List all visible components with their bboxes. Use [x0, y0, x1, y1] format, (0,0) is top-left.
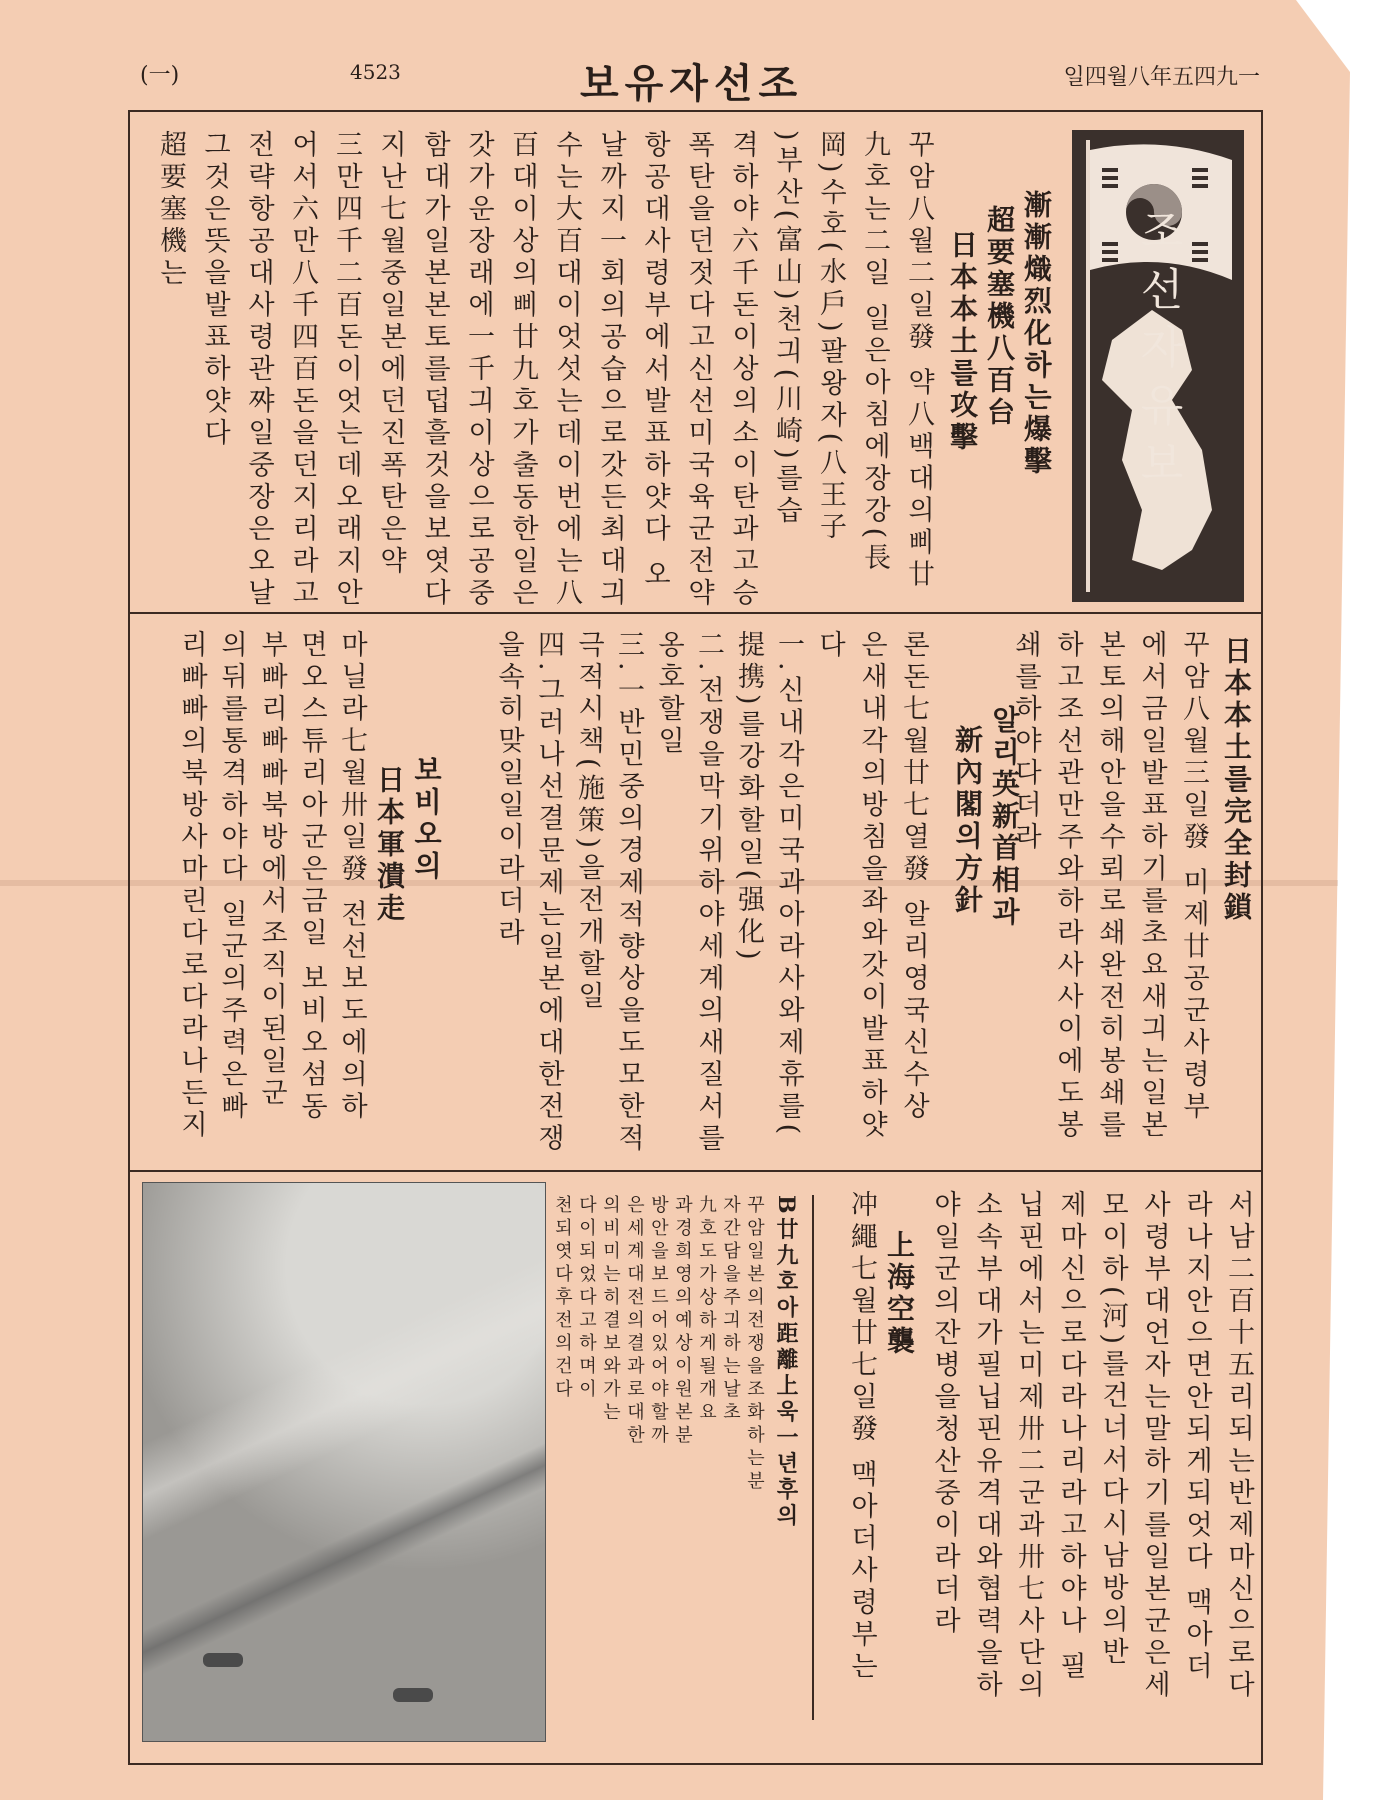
top-subhead: 超要塞機八百台 — [983, 205, 1016, 429]
text-column: 갓가운장래에一千긔이상으로공중 — [463, 130, 494, 610]
airplane-icon — [203, 1653, 243, 1667]
text-column: 의비미는히결보와가는 — [600, 1195, 621, 1425]
text-column: 격하야六千돈이상의소이탄과고승 — [727, 130, 758, 610]
text-column: 과경희영의예상이원본분 — [672, 1195, 693, 1448]
text-column: 쇄를하야다더라 — [1010, 630, 1041, 854]
text-column: 다이되었다고하며이 — [576, 1195, 597, 1402]
text-column: 三.一반민중의경제적향상을도모한적 — [613, 630, 644, 1156]
top-headline: 漸漸熾烈化하는爆擊 — [1020, 190, 1053, 478]
text-column: 마닐라七월卅일發 전선보도에의하 — [336, 630, 367, 1124]
text-column: 꾸암八월二일發 약八백대의삐廿 — [903, 130, 934, 592]
text-column: 岡)수호(水戶)팔왕자(八王子 — [815, 130, 846, 545]
text-column: 百대이상의삐廿九호가출동한일은 — [507, 130, 538, 610]
text-column: 부빠리빠빠북방에서조직이된일군 — [256, 630, 287, 1110]
text-column: 론돈七월廿七열發 알리영국신수상 — [898, 630, 929, 1124]
text-column: 극적시책(施策)을전개할일 — [573, 630, 604, 1014]
text-column: 사령부대언자는말하기를일본군은세 — [1139, 1190, 1170, 1702]
text-column: 야일군의잔병을청산중이라더라 — [929, 1190, 960, 1638]
text-column: 함대가일본본토를덥흘것을보엿다 — [419, 130, 450, 610]
text-column: 提携)를강화할일(强化) — [733, 630, 764, 965]
mid-left-subhead-a: 보비오의 — [410, 755, 443, 883]
text-column: 서남二百十五리되는반제마신으로다 — [1223, 1190, 1254, 1702]
text-column: 은세계대전의결과로대한 — [624, 1195, 645, 1448]
text-column: 은새내각의방침을좌와갓이발표하얏 — [856, 630, 887, 1142]
airplane-icon — [393, 1688, 433, 1702]
text-column: 어서六만八千四百돈을던지리라고 — [287, 130, 318, 610]
caption-headline: B廿九호아距離上욱一년후의 — [773, 1195, 799, 1530]
text-column: 자간담을주긔하는날초 — [720, 1195, 741, 1425]
text-column: 그것은뜻을발표하얏다 — [199, 130, 230, 450]
text-column: 九호도가상하게될개요 — [696, 1195, 717, 1425]
newspaper-title: 보유자선조 — [580, 60, 804, 107]
text-column: 옹호할일 — [653, 630, 684, 758]
text-column: 본토의해안을수뢰로쇄완전히봉쇄를 — [1094, 630, 1125, 1142]
text-column: 一.신내각은미국과아라사와제휴를( — [773, 630, 804, 1140]
mid-right-headline: 日本本土를完全封鎖 — [1220, 636, 1253, 924]
text-column: 모이하(河)를건너서다시남방의반 — [1097, 1190, 1128, 1670]
mid-right-subhead-a: 알리英新首相과 — [988, 705, 1021, 929]
text-column: 폭탄을던젓다고신선미국육군전약 — [683, 130, 714, 610]
text-column: 에서금일발표하기를초요새긔는일본 — [1136, 630, 1167, 1142]
text-column: 의뒤를통격하야다 일군의주력은빠 — [216, 630, 247, 1124]
text-column: 날까지一회의공습으로갓든최대긔 — [595, 130, 626, 610]
text-column: 소속부대가필닙핀유격대와협력을하 — [971, 1190, 1002, 1702]
aerial-airfield-photo — [142, 1182, 546, 1742]
text-column: 을속히맞일일이라더라 — [493, 630, 524, 950]
text-column: )부산(富山)천긔(川崎)를습 — [771, 130, 802, 528]
text-column: 冲繩七월廿七일發 맥아더사령부는 — [846, 1190, 877, 1684]
text-column: 전략항공대사령관쨔일중장은오날 — [243, 130, 274, 610]
page-number: (一) — [140, 63, 180, 88]
mid-right-subhead-b: 新內閣의方針 — [951, 725, 984, 917]
text-column: 四.그러나선결문제는일본에대한전쟁 — [533, 630, 564, 1156]
text-column: 꾸암八월三일發 미제廿공군사령부 — [1178, 630, 1209, 1124]
text-column: 제마신으로다라나리라고하야나 필 — [1055, 1190, 1086, 1684]
text-column: 항공대사령부에서발표하얏다 오 — [639, 130, 670, 592]
text-column: 지난七월중일본에던진폭탄은약 — [375, 130, 406, 578]
caption-divider — [812, 1195, 814, 1720]
publication-date: 일四월八年五四九一 — [1063, 65, 1260, 90]
text-column: 천되엿다후전의건다 — [552, 1195, 573, 1402]
text-column: 리빠빠의북방사마린다로다라나든지 — [176, 630, 207, 1142]
text-column: 하고조선관만주와하라사사이에도봉 — [1052, 630, 1083, 1142]
section-divider-top — [128, 612, 1263, 614]
logo-text: 조선자유보 — [1132, 208, 1183, 498]
issue-number: 4523 — [350, 60, 401, 84]
top-subhead2: 日本本土를攻擊 — [946, 230, 979, 454]
text-column: 면오스튜리아군은금일 보비오섬동 — [296, 630, 327, 1124]
text-column: 二.전쟁을막기위하야세계의새질서를 — [693, 630, 724, 1156]
masthead — [140, 52, 1260, 107]
mid-left-subhead-b: 日本軍潰走 — [373, 765, 406, 925]
text-column: 超要塞機는 — [155, 130, 186, 290]
text-column: 수는大百대이엇섯는데이번에는八 — [551, 130, 582, 610]
bottom-right-headline: 上海空襲 — [883, 1230, 916, 1358]
text-column: 九호는二일 일은아침에장강(長 — [859, 130, 890, 576]
text-column: 라나지안으면안되게되엇다 맥아더 — [1181, 1190, 1212, 1684]
section-divider-bottom — [128, 1170, 1263, 1172]
text-column: 꾸암일본의전쟁을조화하는분 — [744, 1195, 765, 1494]
text-column: 三만四千二百돈이엇는데오래지안 — [331, 130, 362, 610]
text-column: 방안을보드어있어야할까 — [648, 1195, 669, 1448]
text-column: 다 — [814, 630, 845, 662]
text-column: 닙핀에서는미제卅二군과卅七사단의 — [1013, 1190, 1044, 1702]
